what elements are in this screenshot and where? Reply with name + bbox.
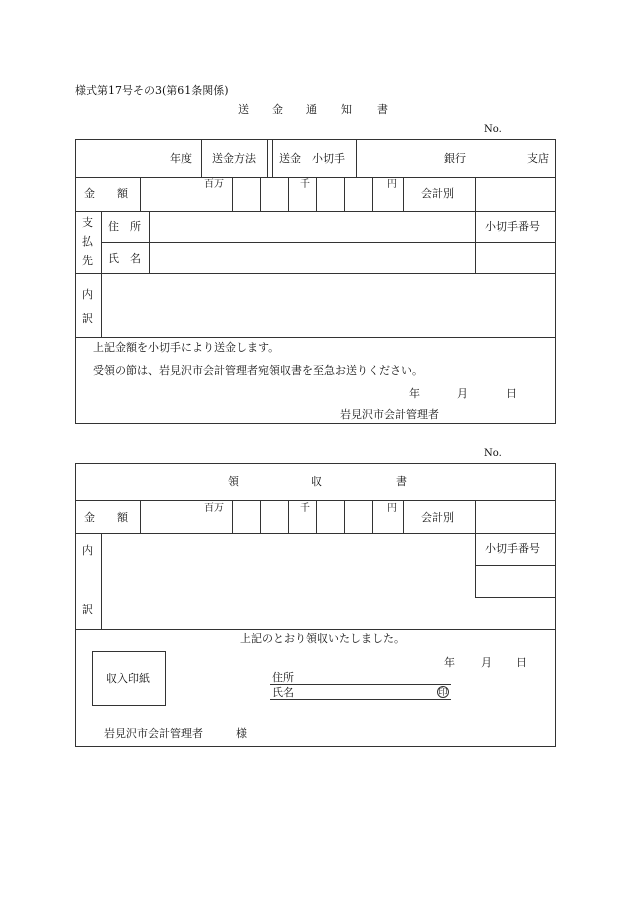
amount-label: 金 額	[84, 511, 128, 524]
date-day: 日	[516, 656, 527, 669]
name-line	[270, 699, 451, 700]
notice-message-1: 上記金額を小切手により送金します。	[93, 341, 280, 354]
breakdown-char: 内	[82, 288, 93, 301]
title-char: 送	[238, 103, 249, 116]
form-number: 様式第17号その3(第61条関係)	[75, 84, 229, 97]
account-label: 会計別	[421, 187, 454, 200]
check-number-label: 小切手番号	[485, 542, 540, 555]
date-day: 日	[506, 387, 517, 400]
title-char: 知	[341, 103, 352, 116]
title-char: 書	[377, 103, 388, 116]
breakdown-char: 訳	[82, 603, 93, 616]
name-label: 氏名	[272, 686, 294, 699]
name-label: 氏 名	[108, 252, 141, 265]
receipt-title-char: 収	[311, 475, 322, 488]
receipt-honorific: 様	[236, 727, 247, 740]
bank-label: 銀行	[444, 152, 466, 165]
unit-yen: 円	[387, 503, 397, 514]
receipt-no-label: No.	[484, 448, 502, 459]
check-number-label: 小切手番号	[485, 220, 540, 233]
receipt-title-char: 領	[228, 475, 239, 488]
branch-label: 支店	[527, 152, 549, 165]
fiscal-year-label: 年度	[170, 152, 192, 165]
receipt-addressee: 岩見沢市会計管理者	[104, 727, 203, 740]
date-month: 月	[481, 656, 492, 669]
unit-yen: 円	[387, 179, 397, 190]
receipt-title-char: 書	[396, 475, 407, 488]
send-method-label: 送金方法	[212, 152, 256, 165]
date-year: 年	[409, 387, 420, 400]
payee-char: 払	[82, 235, 93, 248]
account-label: 会計別	[421, 511, 454, 524]
notice-signer: 岩見沢市会計管理者	[340, 408, 439, 421]
title-char: 通	[306, 103, 317, 116]
notice-message-2: 受領の節は、岩見沢市会計管理者宛領収書を至急お送りください。	[93, 364, 423, 377]
date-year: 年	[444, 656, 455, 669]
breakdown-char: 訳	[82, 312, 93, 325]
payee-char: 先	[82, 254, 93, 267]
address-label: 住所	[272, 671, 294, 684]
payee-char: 支	[82, 216, 93, 229]
address-label: 住 所	[108, 220, 141, 233]
amount-label: 金 額	[84, 187, 128, 200]
unit-thousand: 千	[300, 179, 310, 190]
seal-mark: 印	[438, 688, 448, 698]
send-method-value: 送金 小切手	[279, 152, 345, 165]
notice-no-label: No.	[484, 124, 502, 135]
revenue-stamp-label: 収入印紙	[106, 672, 150, 685]
date-month: 月	[457, 387, 468, 400]
unit-million: 百万	[204, 179, 224, 190]
received-message: 上記のとおり領収いたしました。	[240, 632, 405, 645]
address-line	[270, 684, 451, 685]
unit-million: 百万	[204, 503, 224, 514]
title-char: 金	[272, 103, 283, 116]
unit-thousand: 千	[300, 503, 310, 514]
breakdown-char: 内	[82, 544, 93, 557]
